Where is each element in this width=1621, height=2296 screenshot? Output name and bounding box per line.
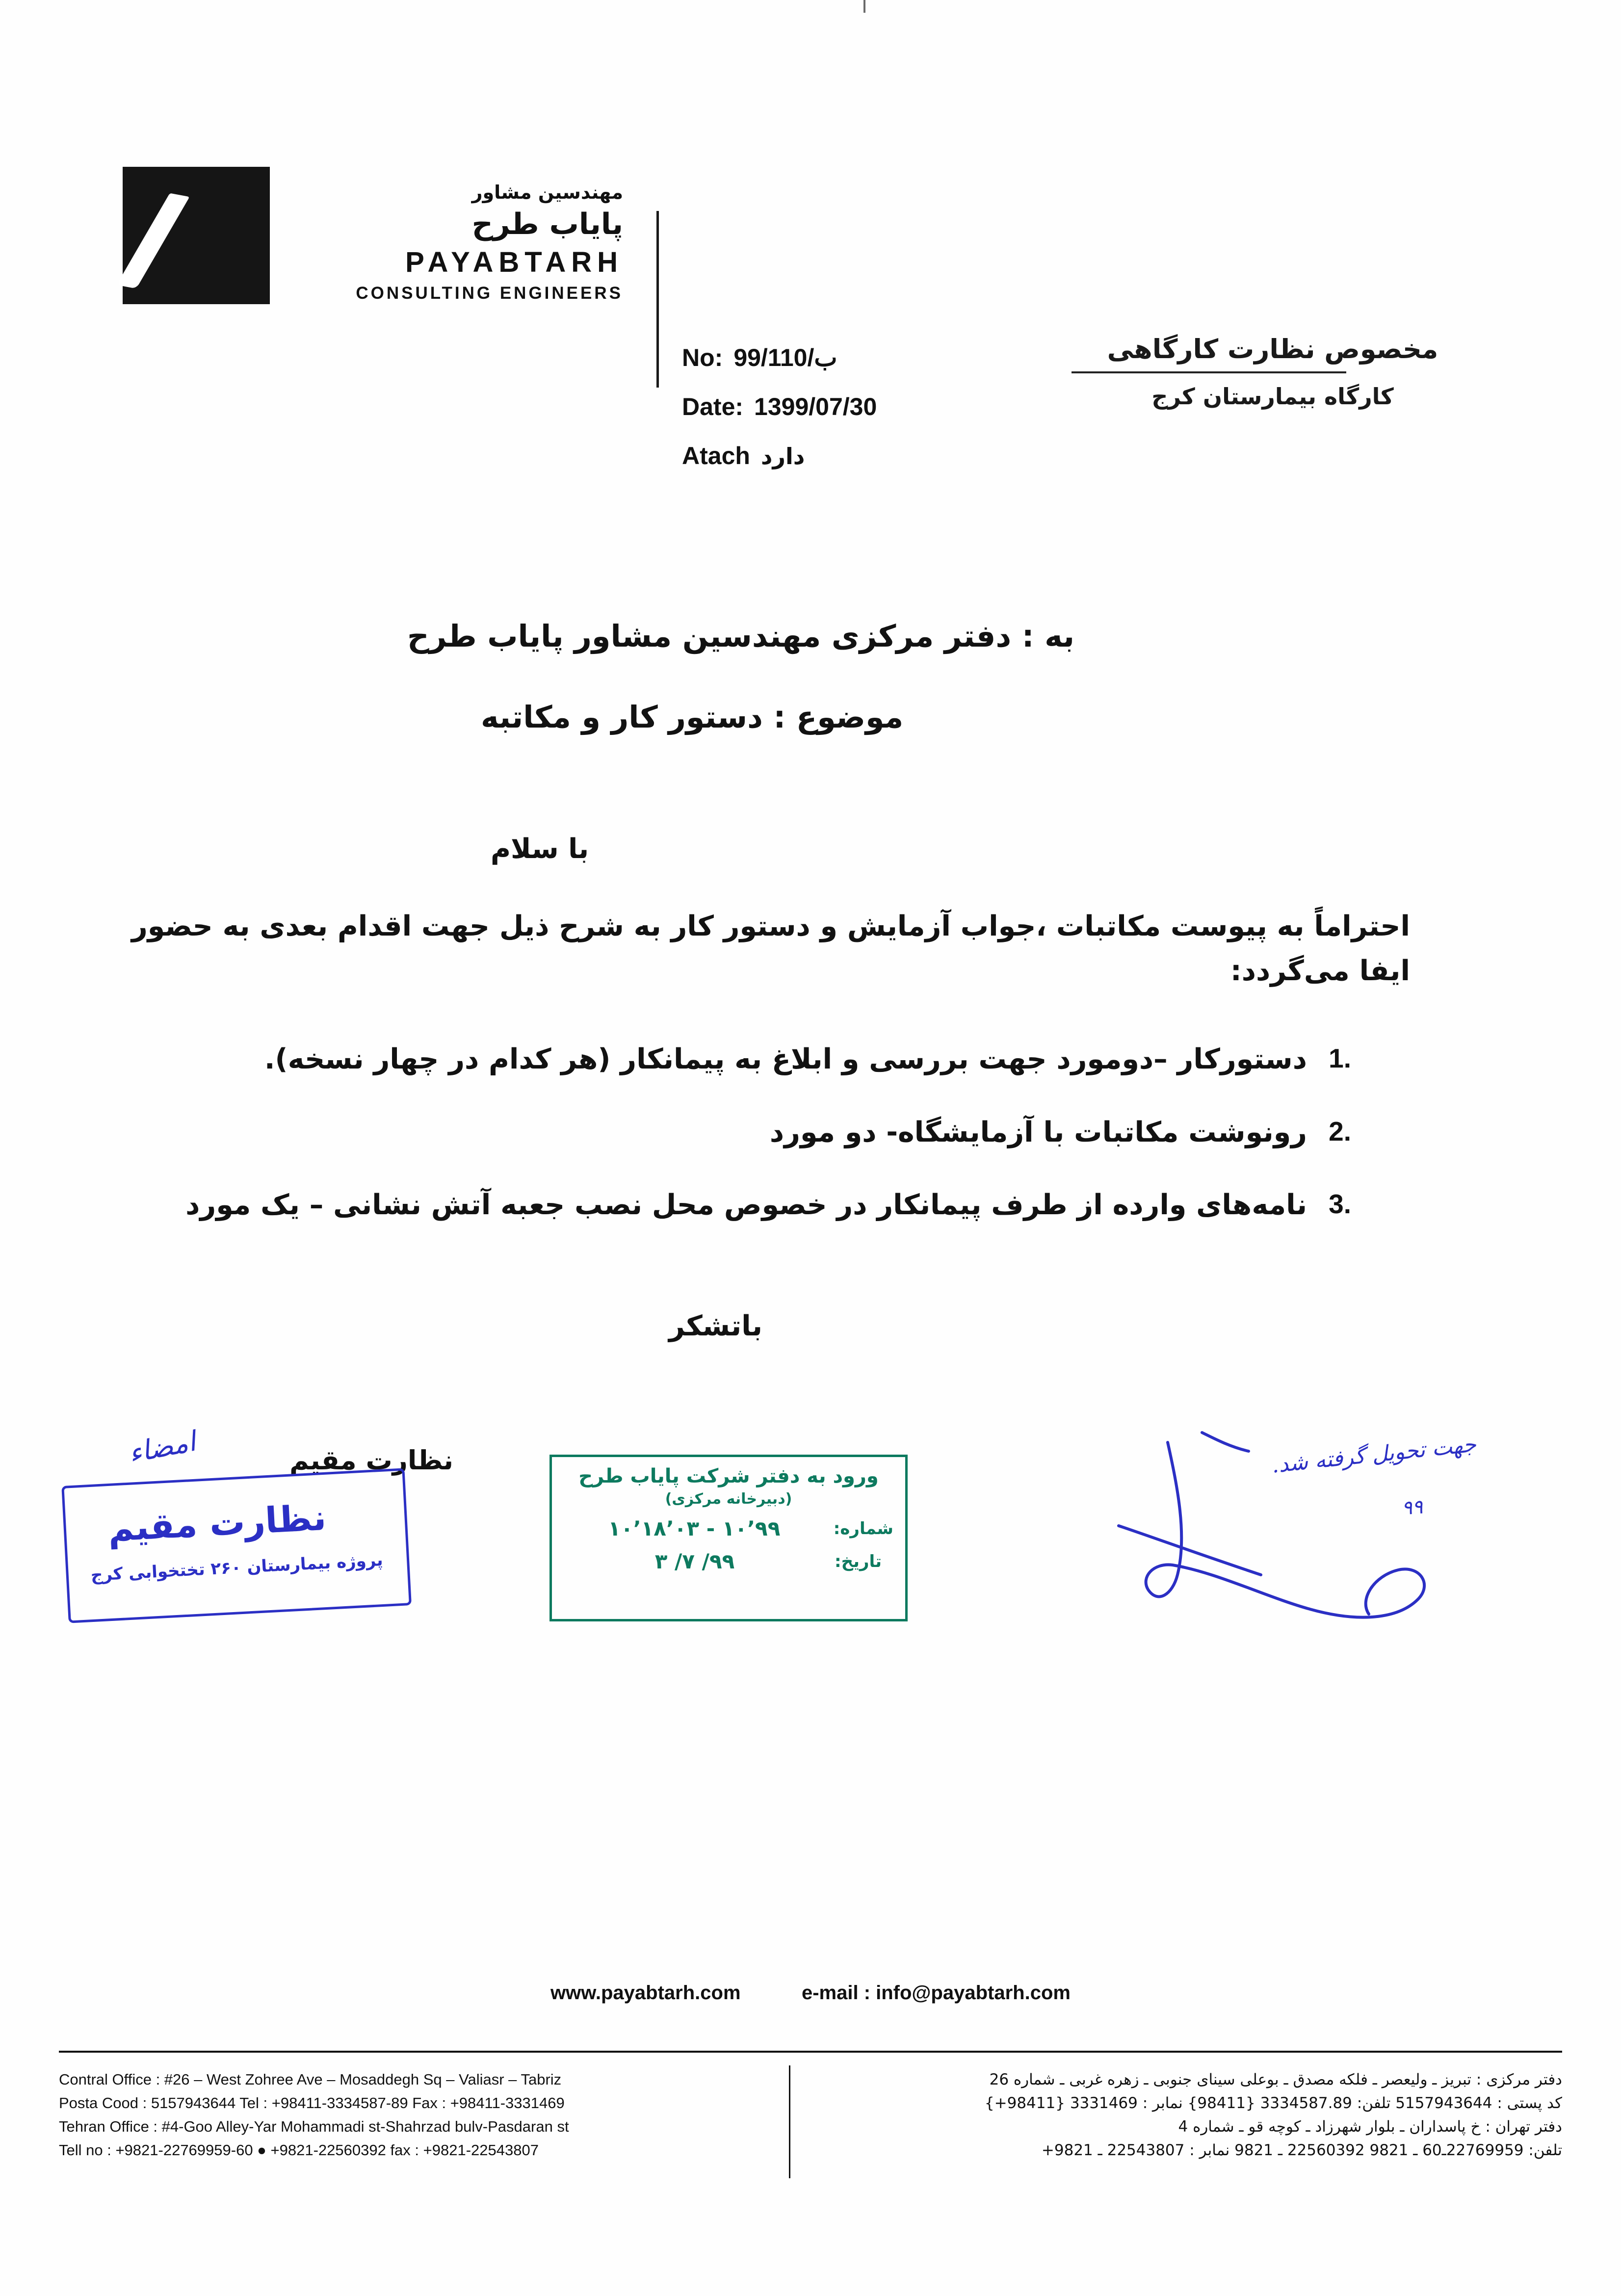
footer-fa-line-2: کد پستی : 5157943644 تلفن: 3334587.89 {98411} نمابر : 3331469 {98411+} xyxy=(984,2094,1562,2113)
footer-contact-english xyxy=(59,2068,785,2162)
letterhead xyxy=(0,147,1621,470)
signature-note-secondary: ۹۹ xyxy=(1401,1495,1424,1520)
site-supervision-header xyxy=(1027,334,1518,410)
list-item-number: 3. xyxy=(1329,1189,1351,1220)
footer-website[interactable]: www.payabtarh.com xyxy=(550,1982,741,2004)
footer-fa-line-4: تلفن: 22769959ـ60 ـ 9821 22560392 ـ 9821 نمابر : 22543807 ـ 9821+ xyxy=(1041,2141,1562,2160)
supervisor-handwriting: امضاء xyxy=(126,1425,198,1470)
supervisor-label: نظارت مقیم xyxy=(289,1445,453,1476)
letter-attachment-label: Atach xyxy=(682,442,750,470)
list-item-text: دستورکار –دومورد جهت بررسی و ابلاغ به پیمانکار (هر کدام در چهار نسخه). xyxy=(264,1043,1307,1076)
registry-entry-stamp xyxy=(549,1455,908,1621)
footer-en-line-1: Contral Office : #26 – West Zohree Ave – Mosaddegh Sq – Valiasr – Tabriz xyxy=(59,2071,562,2088)
footer-contact xyxy=(59,2068,1562,2162)
letter-attachment-row xyxy=(682,442,1074,470)
letter-subject: موضوع : دستور کار و مکاتبه xyxy=(481,699,904,735)
footer-links xyxy=(0,1982,1621,2004)
letter-item-list xyxy=(93,1038,1528,1226)
header-vertical-divider xyxy=(656,211,659,388)
logo-fa-big: پایاب طرح xyxy=(471,207,623,241)
handwritten-signature xyxy=(1055,1413,1496,1648)
registry-number-label: شماره: xyxy=(833,1518,893,1539)
letter-closing: باتشکر xyxy=(669,1310,762,1343)
letter-number-value: 99/ب/110 xyxy=(733,344,837,371)
list-item xyxy=(93,1038,1351,1081)
letter-number-label: No: xyxy=(682,344,723,371)
list-item-text: رونوشت مکاتبات با آزمایشگاه- دو مورد xyxy=(769,1116,1307,1148)
footer-en-line-4: Tell no : +9821-22769959-60 ● +9821-22560392 fax : +9821-22543807 xyxy=(59,2141,539,2159)
letter-date-label: Date: xyxy=(682,393,744,420)
footer-fa-line-3: دفتر تهران : خ پاسداران ـ بلوار شهرزاد ـ کوچه قو ـ شماره 4 xyxy=(1178,2118,1562,2136)
logo-fa-small: مهندسین مشاور xyxy=(471,182,623,203)
footer-contact-farsi xyxy=(836,2068,1562,2162)
letter-date-row xyxy=(682,392,1074,421)
company-logo xyxy=(123,167,643,304)
list-item-number: 1. xyxy=(1329,1043,1351,1074)
letter-meta xyxy=(682,343,1074,491)
supervisor-stamp xyxy=(54,1413,427,1638)
letter-addressee: به : دفتر مرکزی مهندسین مشاور پایاب طرح xyxy=(407,618,1075,654)
registry-stamp-subtitle: (دبیرخانه مرکزی) xyxy=(665,1490,792,1508)
supervisor-stamp-title: نظارت مقیم xyxy=(106,1496,327,1550)
signature-note: جهت تحویل گرفته شد. xyxy=(1270,1432,1478,1478)
footer-en-line-3: Tehran Office : #4-Goo Alley-Yar Mohammadi st-Shahrzad bulv-Pasdaran st xyxy=(59,2118,569,2136)
logo-mark-icon xyxy=(123,167,270,304)
footer-fa-line-1: دفتر مرکزی : تبریز ـ ولیعصر ـ فلکه مصدق ـ بوعلی سینای جنوبی ـ زهره غربی ـ شماره 26 xyxy=(989,2071,1562,2088)
top-edge-mark xyxy=(863,0,865,13)
supervisor-stamp-project: پروژه بیمارستان ۲۶۰ تختخوابی کرج xyxy=(90,1550,384,1586)
site-supervision-title: مخصوص نظارت کارگاهی xyxy=(1107,334,1438,365)
letter-attachment-value: دارد xyxy=(760,443,805,470)
list-item-number: 2. xyxy=(1329,1116,1351,1147)
letter-body xyxy=(93,613,1528,1342)
list-item-text: نامه‌های وارده از طرف پیمانکار در خصوص محل نصب جعبه آتش نشانی – یک مورد xyxy=(185,1189,1307,1222)
footer-en-line-2: Posta Cood : 5157943644 Tel : +98411-3334587-89 Fax : +98411-3331469 xyxy=(59,2094,565,2112)
list-item xyxy=(93,1183,1351,1226)
letter-intro: احتراماً به پیوست مکاتبات ،جواب آزمایش و دستور کار به شرح ذیل جهت اقدام بعدی به حضور ایفا می‌گردد: xyxy=(131,910,1410,988)
registry-number-value: ۱۰٬۹۹ - ۱۰٬۱۸٬۰۳ xyxy=(608,1516,781,1540)
registry-date-label: تاریخ: xyxy=(835,1551,882,1571)
site-supervision-subtitle: کارگاه بیمارستان کرج xyxy=(1151,383,1394,410)
logo-text xyxy=(289,167,623,303)
logo-en-subtitle: CONSULTING ENGINEERS xyxy=(356,283,623,303)
registry-date-row xyxy=(552,1549,905,1573)
footer-divider xyxy=(59,2051,1562,2053)
footer-email[interactable]: e-mail : info@payabtarh.com xyxy=(801,1982,1071,2004)
list-item xyxy=(93,1111,1351,1154)
logo-en-name: PAYABTARH xyxy=(405,246,623,278)
registry-stamp-title: ورود به دفتر شرکت پایاب طرح xyxy=(578,1465,879,1487)
registry-number-row xyxy=(552,1516,905,1540)
letter-date-value: 1399/07/30 xyxy=(754,393,877,420)
letter-salutation: با سلام xyxy=(491,833,589,865)
registry-date-value: ۹۹/ ۷/ ۳ xyxy=(654,1549,735,1573)
site-supervision-rule xyxy=(1072,371,1346,373)
letter-number-row xyxy=(682,343,1074,372)
